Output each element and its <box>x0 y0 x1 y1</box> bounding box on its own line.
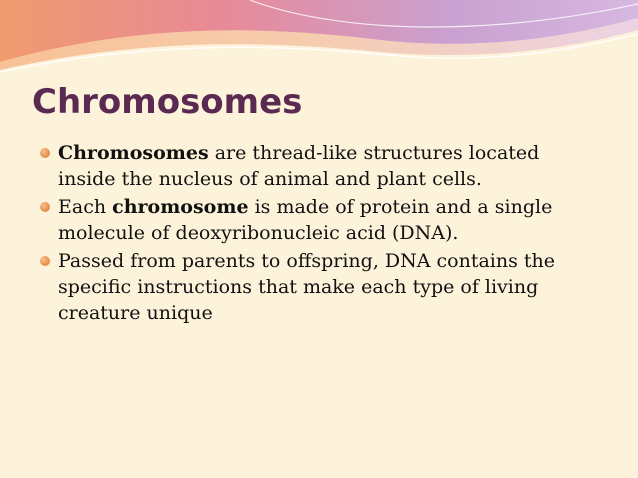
bullet-line <box>58 194 610 220</box>
decorative-wave-banner <box>0 0 638 80</box>
bullet-dot-icon <box>40 148 50 158</box>
bullet-item <box>40 194 610 246</box>
bullet-dot-icon <box>40 256 50 266</box>
bullet-line: creature unique <box>58 302 213 324</box>
bullet-item <box>40 140 610 192</box>
bullet-line <box>58 140 610 166</box>
bullet-item <box>40 248 610 326</box>
bullet-list <box>40 140 610 328</box>
bullet-line: inside the nucleus of animal and plant cells. <box>58 168 482 190</box>
bullet-line: specific instructions that make each type of living <box>58 276 539 298</box>
bullet-dot-icon <box>40 202 50 212</box>
bullet-text: Each <box>58 196 113 218</box>
bold-term: chromosome <box>112 196 249 218</box>
bullet-line: molecule of deoxyribonucleic acid (DNA). <box>58 222 459 244</box>
bold-term: Chromosomes <box>58 142 209 164</box>
slide-title: Chromosomes <box>32 82 303 122</box>
bullet-text: are thread-like structures located <box>208 142 540 164</box>
bullet-line: Passed from parents to offspring, DNA contains the <box>58 250 556 272</box>
bullet-text: is made of protein and a single <box>248 196 553 218</box>
